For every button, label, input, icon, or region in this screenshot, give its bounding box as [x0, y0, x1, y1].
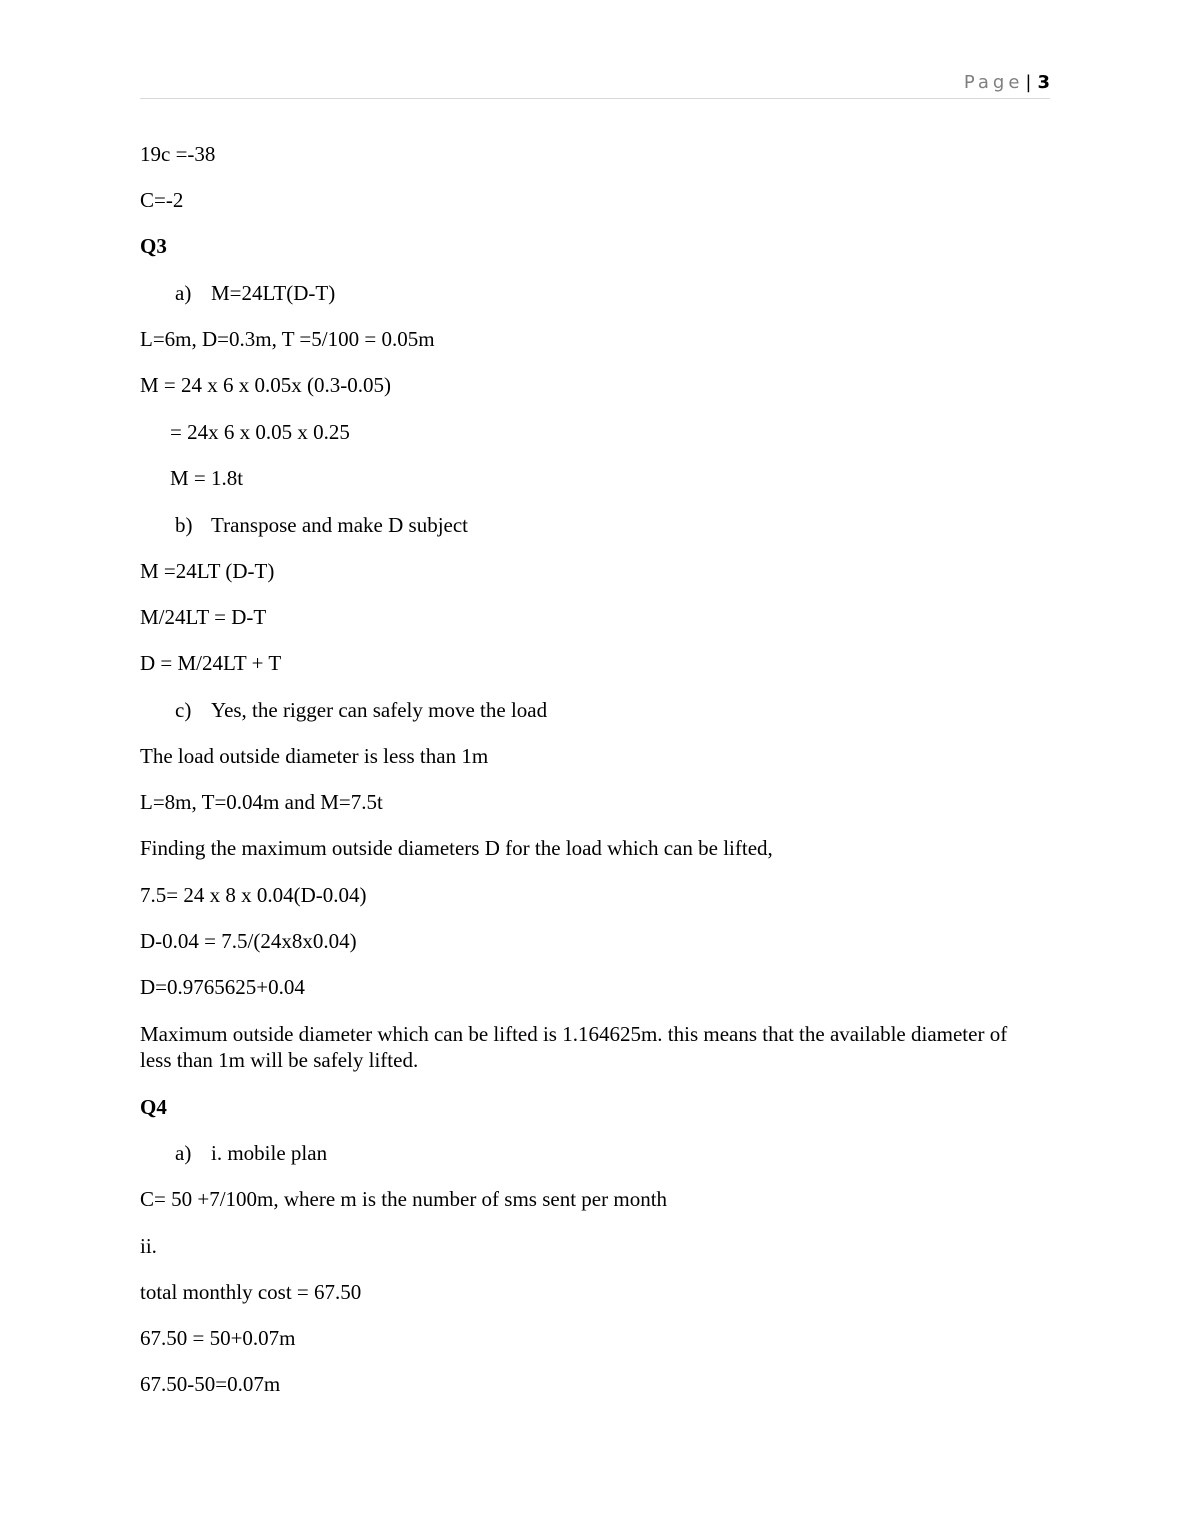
- text-line: M = 1.8t: [170, 466, 244, 490]
- page-word: Page: [963, 72, 1024, 93]
- text-line: Finding the maximum outside diameters D for the load which can be lifted,: [140, 836, 773, 860]
- list-marker: c): [175, 698, 192, 722]
- text-line: 67.50-50=0.07m: [140, 1372, 281, 1396]
- text-line: M =24LT (D-T): [140, 559, 275, 583]
- list-item: [175, 697, 547, 723]
- text-line: ii.: [140, 1234, 157, 1258]
- list-item-text: i. mobile plan: [211, 1141, 328, 1165]
- page-number-label: [964, 72, 1050, 93]
- text-paragraph: Maximum outside diameter which can be lifted is 1.164625m. this means that the available diameter of less than 1m will be safely lifted.: [140, 1022, 1008, 1072]
- text-line: L=8m, T=0.04m and M=7.5t: [140, 790, 383, 814]
- list-item: [175, 512, 468, 538]
- list-marker: b): [175, 513, 193, 537]
- text-line: M/24LT = D-T: [140, 605, 267, 629]
- page-header: [140, 70, 1050, 99]
- list-item: [175, 280, 335, 306]
- text-line: 67.50 = 50+0.07m: [140, 1326, 296, 1350]
- text-line: = 24x 6 x 0.05 x 0.25: [170, 420, 350, 444]
- list-marker: a): [175, 1141, 192, 1165]
- text-line: 7.5= 24 x 8 x 0.04(D-0.04): [140, 883, 367, 907]
- list-marker: a): [175, 281, 192, 305]
- text-line: The load outside diameter is less than 1m: [140, 744, 489, 768]
- list-item-text: M=24LT(D-T): [211, 281, 336, 305]
- text-line: C= 50 +7/100m, where m is the number of sms sent per month: [140, 1187, 668, 1211]
- text-line: total monthly cost = 67.50: [140, 1280, 362, 1304]
- q4-heading: Q4: [140, 1095, 167, 1119]
- text-line: D-0.04 = 7.5/(24x8x0.04): [140, 929, 357, 953]
- list-item-text: Transpose and make D subject: [211, 513, 469, 537]
- text-line: D=0.9765625+0.04: [140, 975, 305, 999]
- text-line: M = 24 x 6 x 0.05x (0.3-0.05): [140, 373, 391, 397]
- text-line: D = M/24LT + T: [140, 651, 282, 675]
- text-line: L=6m, D=0.3m, T =5/100 = 0.05m: [140, 327, 435, 351]
- page-separator: |: [1025, 72, 1032, 93]
- text-line: 19c =-38: [140, 142, 216, 166]
- list-item-text: Yes, the rigger can safely move the load: [211, 698, 548, 722]
- q3-heading: Q3: [140, 234, 167, 258]
- list-item: [175, 1140, 327, 1166]
- text-line: C=-2: [140, 188, 184, 212]
- page-number: 3: [1037, 72, 1050, 93]
